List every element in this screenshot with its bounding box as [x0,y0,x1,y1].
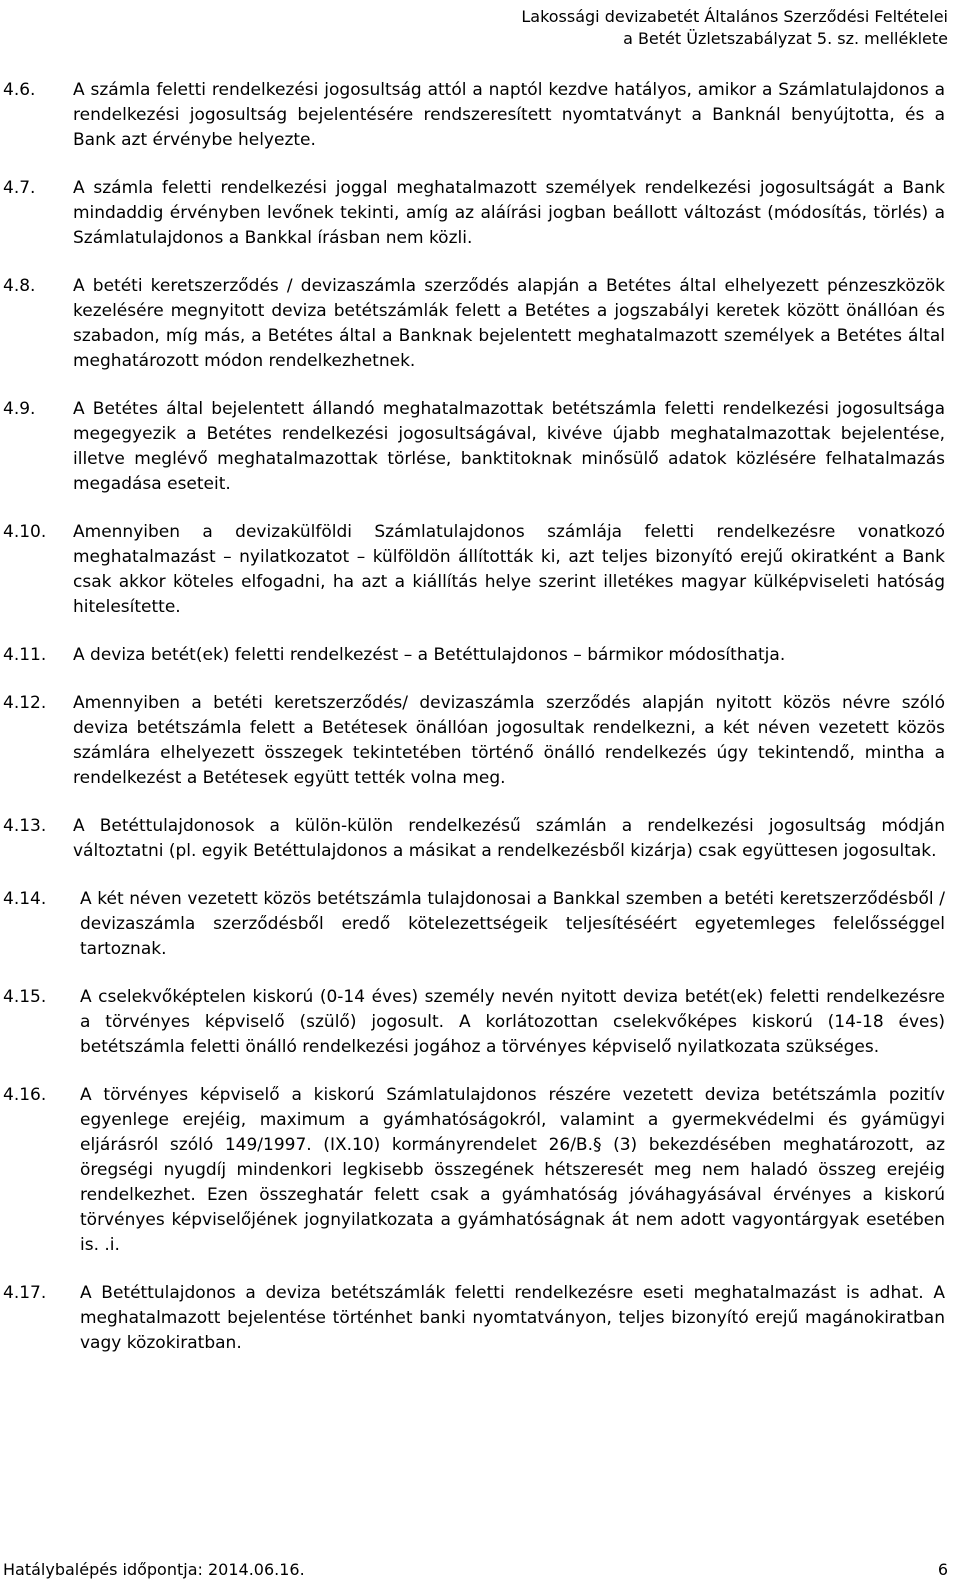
clause-4-10 [3,520,945,620]
clause-number: 4.14. [3,889,47,909]
clause-number: 4.11. [3,645,47,665]
clause-number: 4.12. [3,693,47,713]
clause-number: 4.15. [3,987,47,1007]
clause-number: 4.8. [3,276,36,296]
clause-4-15 [3,985,945,1060]
clause-text: A törvényes képviselő a kiskorú Számlatulajdonos részére vezetett deviza betétszámla pozitív egyenlege erejéig, maximum a gyámhatóságokról, valamint a gyermekvédelmi és gyámügyi eljárásról szóló 149/1997. (IX.10) kormányrendelet 26/B.§ (3) bekezdésében meghatározott, az öregségi nyugdíj mindenkori legkisebb összegének hétszeresét meg nem haladó összeg erejéig rendelkezhet. Ezen összeghatár felett csak a gyámhatóság jóváhagyásával érvényes a kiskorú törvényes képviselőjének jognyilatkozata a gyámhatóságnak át nem adott vagyontárgyak esetében is. .i. [80,1085,945,1255]
clause-text: A betéti keretszerződés / devizaszámla szerződés alapján a Betétes által elhelyezett pénzeszközök kezelésére megnyitott deviza betétszámlák felett a Betétes a jogszabályi keretek között önállóan és szabadon, míg más, a Betétes által a Banknak bejelentett meghatalmazott személyek a Betétes által meghatározott módon rendelkezhetnek. [73,276,945,371]
clause-4-6 [3,78,945,153]
clause-number: 4.16. [3,1085,47,1105]
page-footer [3,1559,948,1581]
clause-4-8 [3,274,945,374]
effective-date: Hatálybalépés időpontja: 2014.06.16. [3,1560,305,1579]
clause-4-13 [3,814,945,864]
clause-4-17 [3,1281,945,1356]
clause-text: A Betéttulajdonos a deviza betétszámlák feletti rendelkezésre eseti meghatalmazást is adhat. A meghatalmazott bejelentése történhet banki nyomtatványon, teljes bizonyító erejű magánokiratban vagy közokiratban. [80,1283,945,1353]
clause-text: Amennyiben a betéti keretszerződés/ devizaszámla szerződés alapján nyitott közös névre szóló deviza betétszámla felett a Betétesek önállóan jogosultak rendelkezni, a két néven vezetett közös számlára elhelyezett összegek tekintetében történő önálló rendelkezés úgy tekintendő, mintha a rendelkezést a Betétesek együtt tették volna meg. [73,693,945,788]
header-subtitle: a Betét Üzletszabályzat 5. sz. melléklete [623,29,948,48]
clause-text: A két néven vezetett közös betétszámla tulajdonosai a Bankkal szemben a betéti keretszerződésből / devizaszámla szerződésből eredő kötelezettségeik teljesítéséért egyetemleges felelősséggel tartoznak. [80,889,945,959]
clause-4-12 [3,691,945,791]
clause-number: 4.7. [3,178,36,198]
clause-number: 4.17. [3,1283,47,1303]
header-title: Lakossági devizabetét Általános Szerződési Feltételei [521,7,948,26]
clause-text: A számla feletti rendelkezési joggal meghatalmazott személyek rendelkezési jogosultságát a Bank mindaddig érvényben levőnek tekinti, amíg az aláírási jogban beállott változást (módosítás, törlés) a Számlatulajdonos a Bankkal írásban nem közli. [73,178,945,248]
clause-text: Amennyiben a devizakülföldi Számlatulajdonos számlája feletti rendelkezésre vonatkozó meghatalmazást – nyilatkozatot – külföldön állították ki, azt teljes bizonyító erejű okiratként a Bank csak akkor köteles elfogadni, ha azt a kiállítás helye szerint illetékes magyar külképviseleti hatóság hitelesítette. [73,522,945,617]
clause-number: 4.13. [3,816,47,836]
clause-text: A számla feletti rendelkezési jogosultság attól a naptól kezdve hatályos, amikor a Számlatulajdonos a rendelkezési jogosultság bejelentésére rendszeresített nyomtatványt a Banknál benyújtotta, és a Bank azt érvénybe helyezte. [73,80,945,150]
clause-number: 4.6. [3,80,36,100]
clause-text: A Betéttulajdonosok a külön-külön rendelkezésű számlán a rendelkezési jogosultság módján változtatni (pl. egyik Betéttulajdonos a másikat a rendelkezésből kizárja) csak együttesen jogosultak. [73,816,945,861]
clause-list [3,78,945,1379]
clause-4-14 [3,887,945,962]
clause-text: A Betétes által bejelentett állandó meghatalmazottak betétszámla feletti rendelkezési jogosultsága megegyezik a Betétes rendelkezési jogosultságával, kivéve újabb meghatalmazottak bejelentése, illetve meglévő meghatalmazottak törlése, banktitoknak minősülő adatok közlésére felhatalmazás megadása eseteit. [73,399,945,494]
clause-number: 4.9. [3,399,36,419]
clause-4-7 [3,176,945,251]
clause-text: A deviza betét(ek) feletti rendelkezést – a Betéttulajdonos – bármikor módosíthatja. [73,645,786,665]
clause-4-16 [3,1083,945,1258]
clause-number: 4.10. [3,522,47,542]
clause-4-9 [3,397,945,497]
clause-text: A cselekvőképtelen kiskorú (0-14 éves) személy nevén nyitott deviza betét(ek) feletti rendelkezésre a törvényes képviselő (szülő) jogosult. A korlátozottan cselekvőképes kiskorú (14-18 éves) betétszámla feletti önálló rendelkezési jogához a törvényes képviselő nyilatkozata szükséges. [80,987,945,1057]
clause-4-11 [3,643,945,668]
page-number: 6 [937,1560,948,1579]
page-header [521,6,948,50]
